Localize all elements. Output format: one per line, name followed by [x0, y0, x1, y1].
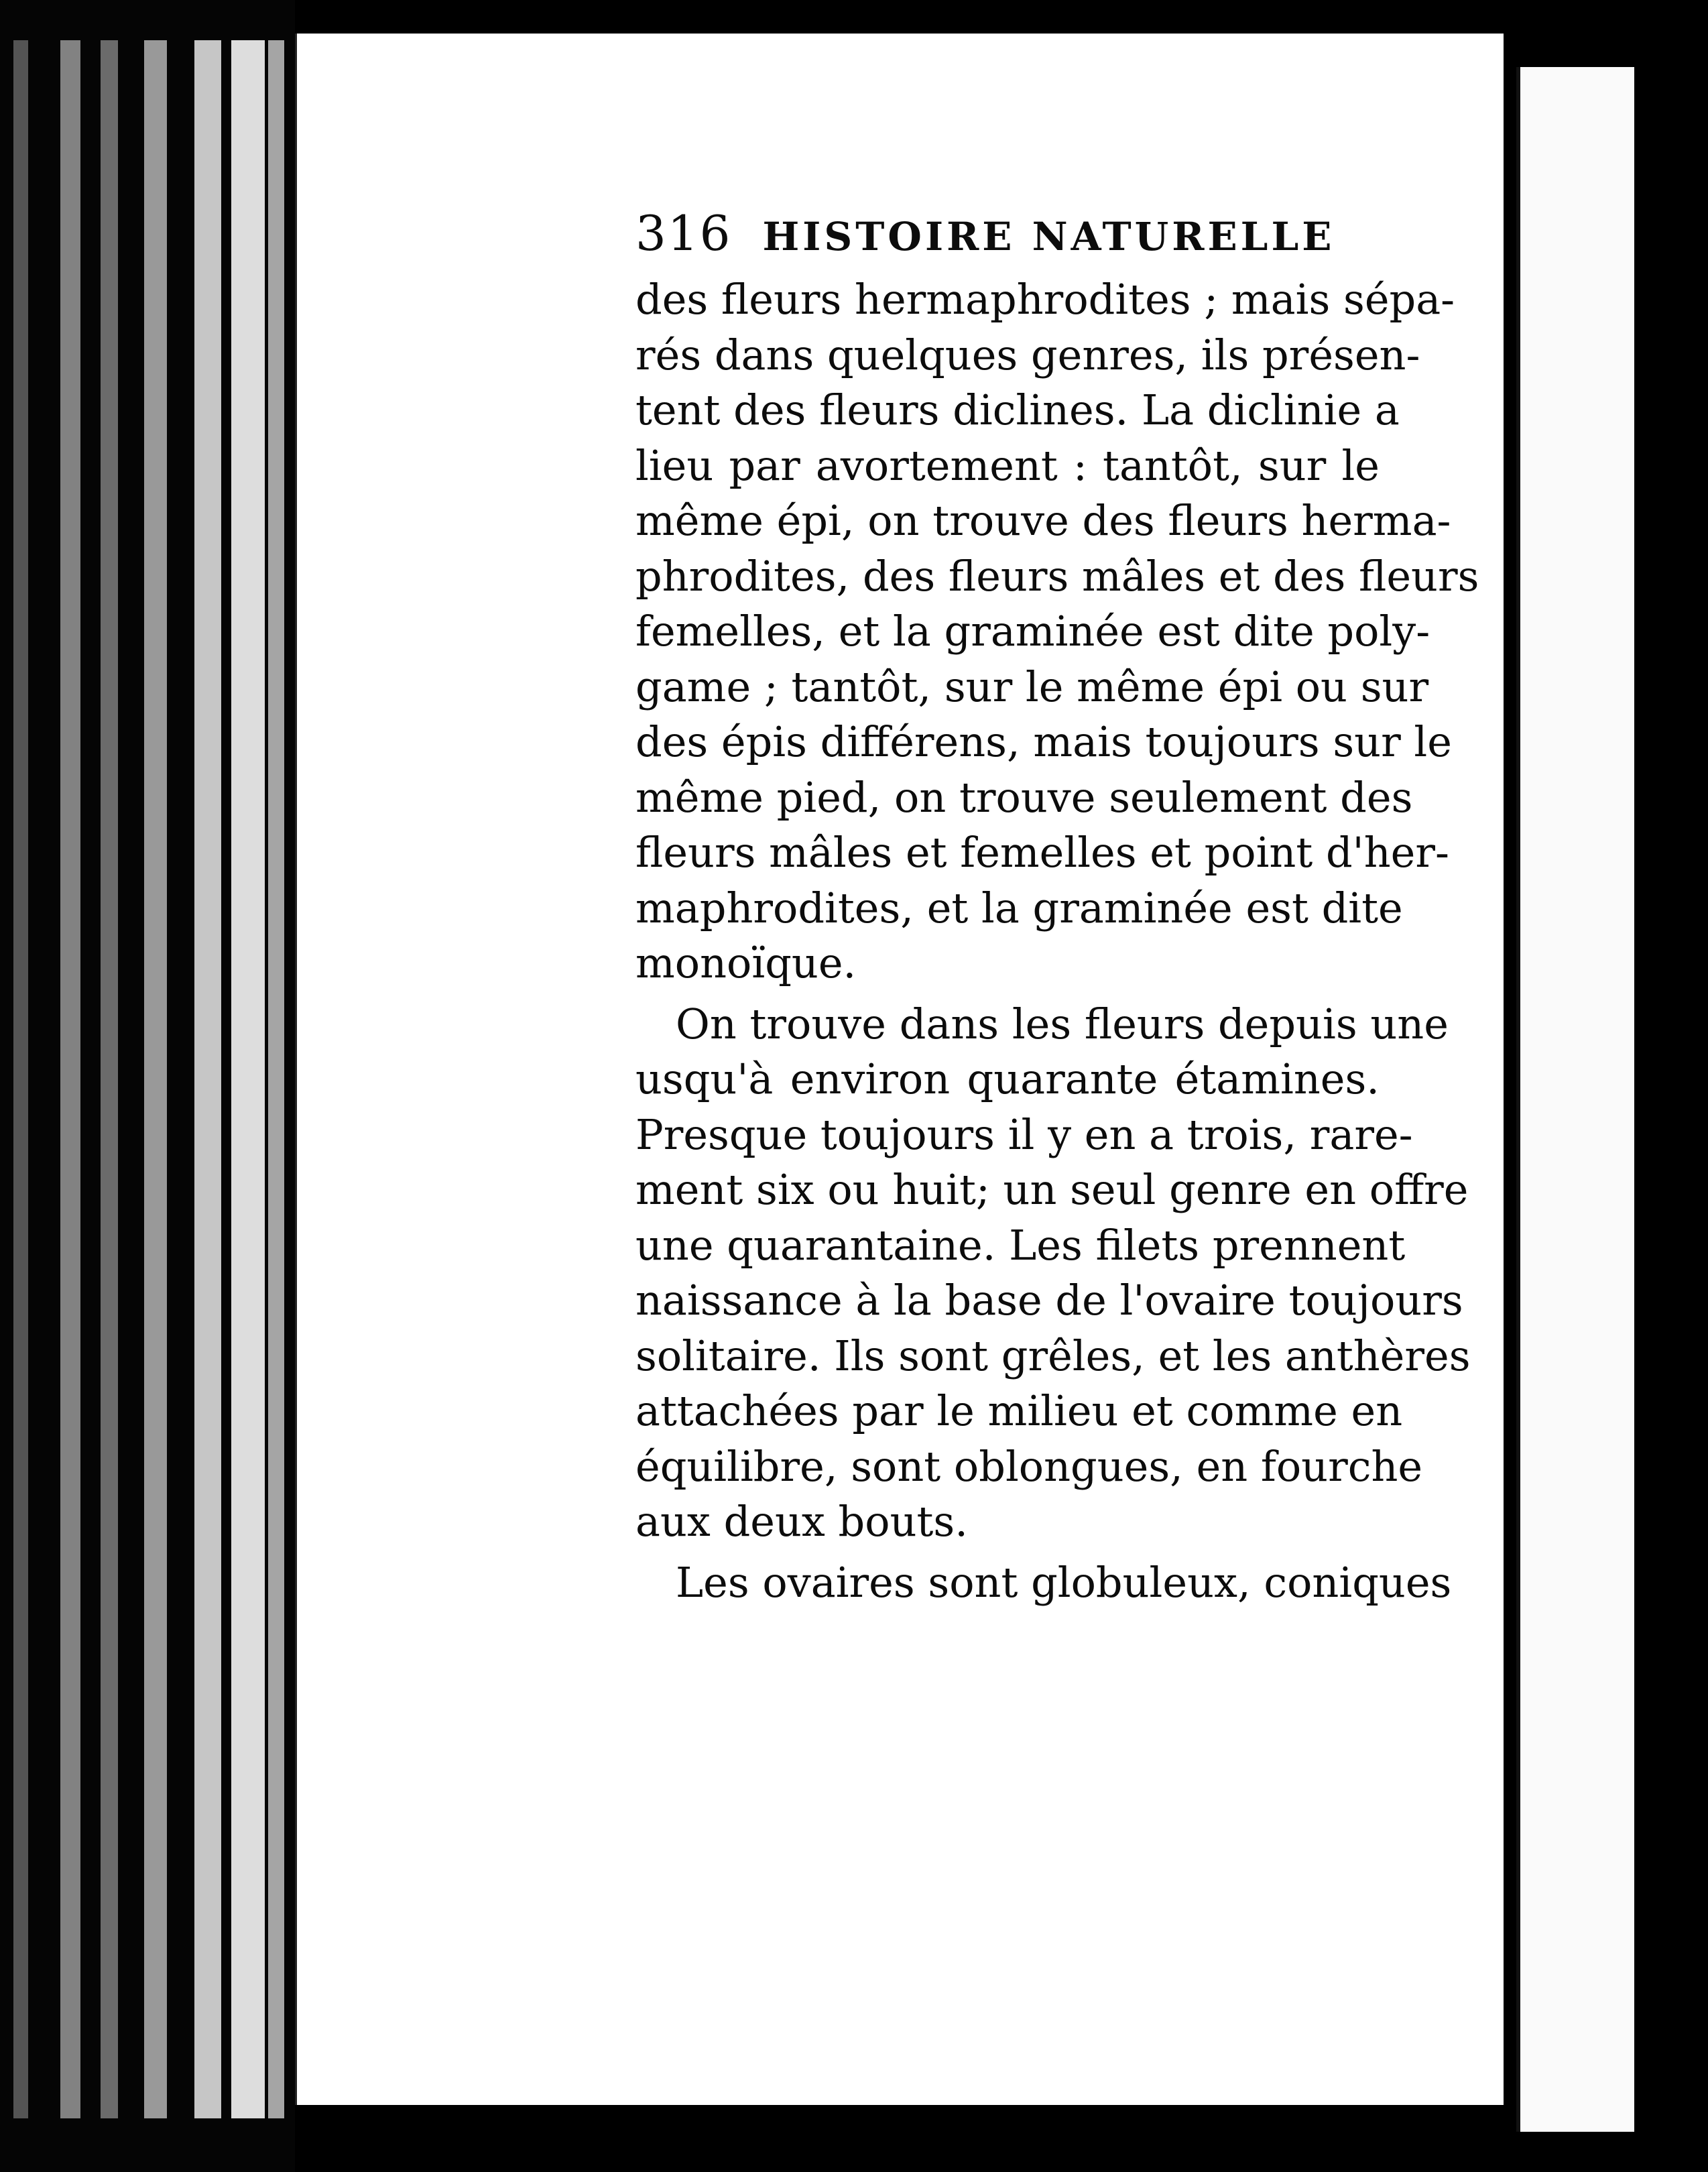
book-fore-edge — [0, 0, 295, 2172]
text-line: ment six ou huit; un seul genre en offre — [635, 1165, 1469, 1214]
text-line: monoïque. — [635, 939, 857, 987]
page-edge-stripe — [144, 40, 167, 2118]
running-head-title: HISTOIRE NATURELLE — [762, 214, 1335, 259]
text-line: On trouve dans les fleurs depuis une — [676, 999, 1449, 1048]
book-page — [295, 34, 1504, 2105]
text-line: Les ovaires sont globuleux, coniques — [676, 1557, 1452, 1607]
text-line: Presque toujours il y en a trois, rare- — [635, 1109, 1413, 1159]
text-line: naissance à la base de l'ovaire toujours — [635, 1276, 1463, 1325]
text-line: aux deux bouts. — [635, 1497, 968, 1546]
page-number: 316 — [635, 205, 732, 261]
text-line: game ; tantôt, sur le même épi ou sur — [635, 662, 1429, 711]
text-line: même épi, on trouve des fleurs herma- — [635, 496, 1451, 545]
page-edge-stripe — [60, 40, 80, 2118]
text-line: rés dans quelques genres, ils présen- — [635, 330, 1420, 379]
text-line: usqu'à environ quarante étamines. — [635, 1054, 1380, 1103]
page-edge-stripe — [194, 40, 221, 2118]
text-line: équilibre, sont oblongues, en fourche — [635, 1441, 1423, 1491]
text-line: femelles, et la graminée est dite poly- — [635, 607, 1430, 656]
facing-page-edge — [1516, 67, 1634, 2132]
text-line: des épis différens, mais toujours sur le — [635, 717, 1452, 766]
text-line: une quarantaine. Les filets prennent — [635, 1220, 1406, 1270]
text-line: tent des fleurs diclines. La diclinie a — [635, 385, 1400, 434]
text-line: attachées par le milieu et comme en — [635, 1386, 1403, 1435]
page-edge-stripe — [231, 40, 265, 2118]
text-line: maphrodites, et la graminée est dite — [635, 883, 1403, 932]
page-edge-stripe — [101, 40, 118, 2118]
text-line: lieu par avortement : tantôt, sur le — [635, 440, 1380, 490]
text-line: fleurs mâles et femelles et point d'her- — [635, 828, 1449, 877]
text-line: même pied, on trouve seulement des — [635, 772, 1413, 822]
page-edge-stripe — [13, 40, 28, 2118]
text-line: des fleurs hermaphrodites ; mais sépa- — [635, 275, 1455, 324]
text-line: phrodites, des fleurs mâles et des fleurs — [635, 551, 1479, 601]
page-edge-stripe — [268, 40, 284, 2118]
text-line: solitaire. Ils sont grêles, et les anthères — [635, 1331, 1471, 1380]
